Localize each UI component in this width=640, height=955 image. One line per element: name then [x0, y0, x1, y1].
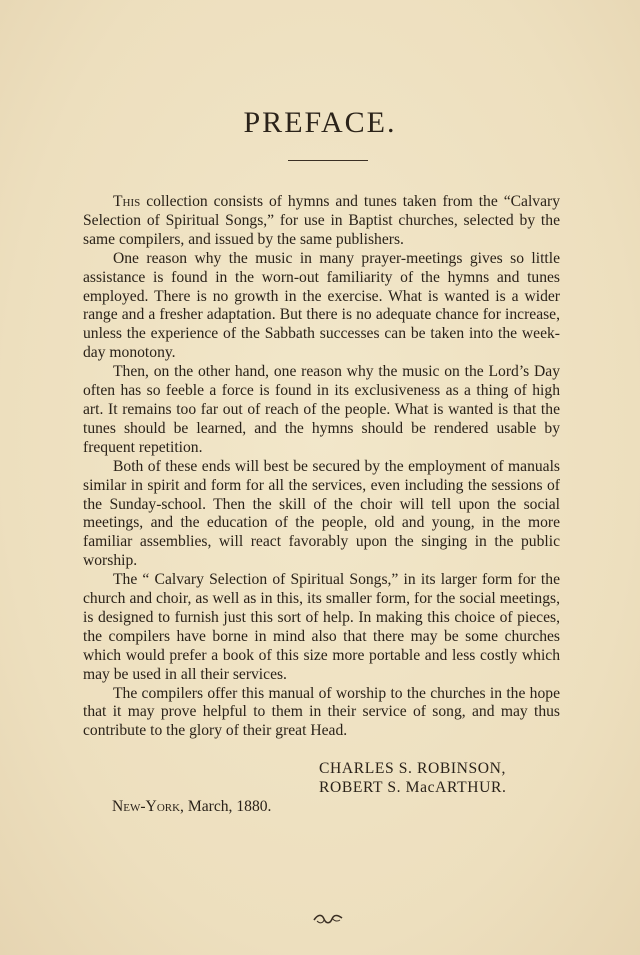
lead-word: This [113, 193, 141, 210]
paragraph-2: One reason why the music in many prayer-meetings gives so little assistance is found in the worn-out familiarity of the hymns and tunes employed. There is no growth in the exercise. What is wanted is a wider range and a fresher adaptation. But there is no adequate chance for increase, unless the experience of the Sabbath successes can be taken into the week-day monotony. [83, 249, 560, 362]
paragraph-1 [83, 193, 560, 250]
paragraph-5: The “ Calvary Selection of Spiritual Songs,” in its larger form for the church and choir, as well as in this, its smaller form, for the social meetings, is designed to furnish just this sort of help. In making this choice of pieces, the compilers have borne in mind also that there may be some churches which would prefer a book of this size more portable and less costly which may be used in all their services. [83, 571, 560, 683]
page-title: PREFACE. [243, 106, 397, 139]
dateline [112, 798, 271, 816]
signature-macarthur: ROBERT S. MacARTHUR. [319, 779, 507, 796]
paragraph-3: Then, on the other hand, one reason why the music on the Lord’s Day often has so feeble a force is found in its exclusiveness as a thing of high art. It remains too far out of reach of the people. What is wanted is that the tunes should be learned, and the hymns should be rendered usable by frequent repetition. [83, 363, 560, 456]
paragraph-6: The compilers offer this manual of worship to the churches in the hope that it may prove helpful to them in their service of song, and may thus contribute to the glory of their great Head. [83, 684, 560, 740]
signature-robinson: CHARLES S. ROBINSON, [319, 760, 507, 777]
title-divider [288, 160, 368, 161]
paragraph-4: Both of these ends will best be secured by the employment of manuals similar in spirit and form for all the services, even including the sessions of the Sunday-school. Then the skill of the choir will tell upon the social meetings, and the education of the people, old and young, in the more familiar assemblies, will react favorably upon the singing in the public worship. [83, 457, 560, 570]
dateline-place: New-York, [112, 798, 184, 815]
flourish-ornament-icon [312, 912, 344, 926]
dateline-date: March, 1880. [183, 798, 272, 815]
paragraph-text: collection consists of hymns and tunes taken from the “Calvary Selection of Spiritual Songs,” for use in Baptist churches, selected by the same compilers, and issued by the same publishers. [83, 193, 560, 248]
preface-body [83, 193, 560, 741]
